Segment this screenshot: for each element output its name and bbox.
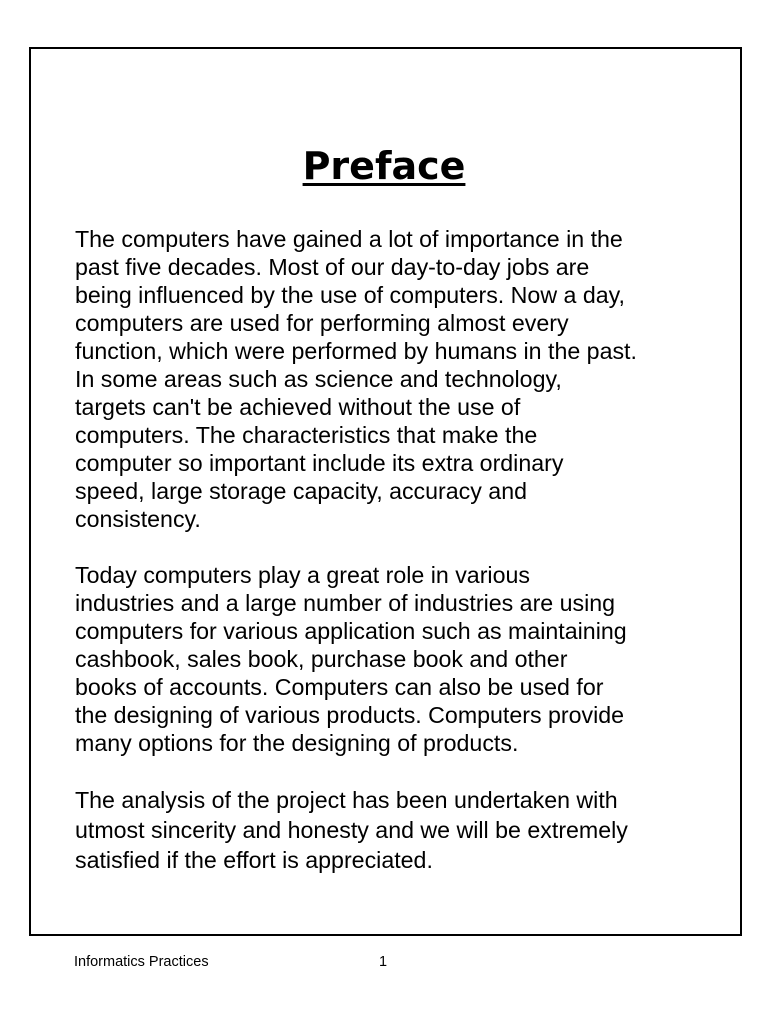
footer-page-number: 1 [379, 954, 388, 970]
footer-document-name: Informatics Practices [74, 954, 209, 970]
page-title [0, 143, 768, 189]
preface-paragraph-2: Today computers play a great role in various industries and a large number of industries are using computers for various application such as maintaining cashbook, sales book, purchase book and other books of accounts. Computers can also be used for the designing of various products. Computers provide many options for the designing of products. [75, 562, 627, 756]
page-title-text: Preface [302, 144, 466, 188]
preface-paragraph-3: The analysis of the project has been undertaken with utmost sincerity and honesty and we will be extremely satisfied if the effort is appreciated. [75, 787, 628, 873]
preface-paragraph-1: The computers have gained a lot of importance in the past five decades. Most of our day-to-day jobs are being influenced by the use of computers. Now a day, computers are used for performing almost every function, which were performed by humans in the past. In some areas such as science and technology, targets can't be achieved without the use of computers. The characteristics that make the computer so important include its extra ordinary speed, large storage capacity, accuracy and consistency. [75, 226, 637, 532]
